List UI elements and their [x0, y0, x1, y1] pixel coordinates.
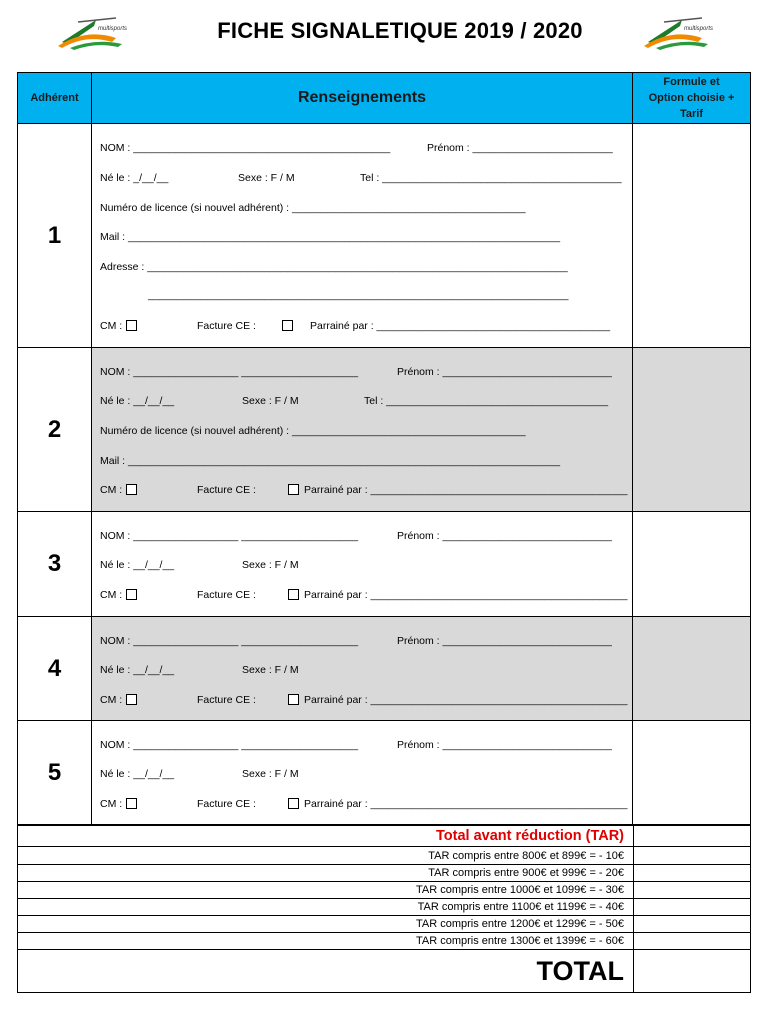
member-block-1: [17, 124, 751, 348]
reduction-label: TAR compris entre 800€ et 899€ = - 10€: [428, 849, 624, 862]
cm-label: CM :: [100, 589, 123, 601]
prenom-field[interactable]: Prénom : ________________________: [427, 142, 613, 154]
page-header: [0, 0, 770, 72]
header-formule-line: Formule et: [663, 76, 720, 88]
tel-field[interactable]: Tel : _________________________________________: [360, 172, 622, 184]
formule-cell[interactable]: [633, 512, 750, 616]
nom-field[interactable]: NOM : __________________ ____________________: [100, 739, 359, 751]
column-divider: [633, 899, 634, 915]
cm-checkbox[interactable]: [126, 484, 137, 495]
header-formule: [633, 73, 750, 123]
sexe-field[interactable]: Sexe : F / M: [242, 559, 299, 571]
reduction-row: [17, 847, 751, 865]
facture-ce-checkbox[interactable]: [288, 484, 299, 495]
reduction-label: TAR compris entre 900€ et 999€ = - 20€: [428, 867, 624, 879]
birthdate-field[interactable]: Né le : __/__/__: [100, 664, 175, 676]
club-logo: [56, 14, 130, 50]
sexe-field[interactable]: Sexe : F / M: [238, 172, 295, 184]
birthdate-field[interactable]: Né le : __/__/__: [100, 395, 175, 407]
member-number: 2: [18, 348, 92, 511]
sexe-field[interactable]: Sexe : F / M: [242, 395, 299, 407]
cm-field: [100, 483, 137, 497]
member-number: 4: [18, 617, 92, 720]
member-details: [92, 617, 633, 720]
column-divider: [633, 826, 634, 846]
cm-field: [100, 319, 137, 333]
cm-checkbox[interactable]: [126, 589, 137, 600]
adresse-line-2[interactable]: ________________________________________________________________________: [148, 289, 569, 301]
member-details: [92, 124, 633, 347]
formule-cell[interactable]: [633, 124, 750, 347]
column-divider: [633, 882, 634, 898]
prenom-field[interactable]: Prénom : _____________________________: [397, 366, 612, 378]
reduction-label: TAR compris entre 1200€ et 1299€ = - 50€: [415, 918, 624, 930]
cm-label: CM :: [100, 694, 123, 706]
nom-field[interactable]: NOM : ____________________________________________: [100, 142, 391, 154]
member-number: 3: [18, 512, 92, 616]
licence-field[interactable]: Numéro de licence (si nouvel adhérent) : ________________________________________: [100, 202, 526, 214]
header-formule-line: Option choisie +: [648, 92, 735, 104]
members-table: [17, 72, 751, 825]
reduction-row: [17, 865, 751, 882]
formule-cell[interactable]: [633, 721, 750, 824]
member-details: [92, 348, 633, 511]
club-logo: [642, 14, 716, 50]
cm-label: CM :: [100, 320, 123, 332]
parraine-field[interactable]: Parrainé par : ____________________________________________: [304, 798, 628, 810]
parraine-field[interactable]: Parrainé par : ____________________________________________: [304, 589, 628, 601]
facture-ce-label: Facture CE :: [197, 694, 256, 706]
cm-field: [100, 588, 137, 602]
member-number: 1: [18, 124, 92, 347]
facture-ce-checkbox[interactable]: [288, 694, 299, 705]
cm-label: CM :: [100, 798, 123, 810]
reduction-row: [17, 899, 751, 916]
cm-checkbox[interactable]: [126, 320, 137, 331]
column-divider: [633, 950, 634, 992]
svg-text:multisports: multisports: [98, 26, 128, 32]
member-block-4: [17, 617, 751, 721]
tar-label: Total avant réduction (TAR): [436, 828, 624, 844]
parraine-field[interactable]: Parrainé par : ________________________________________: [310, 320, 611, 332]
member-block-3: [17, 512, 751, 617]
column-divider: [633, 847, 634, 864]
column-divider: [633, 865, 634, 881]
header-renseignements: Renseignements: [92, 73, 633, 123]
reduction-row: [17, 916, 751, 933]
facture-ce-label: Facture CE :: [197, 798, 256, 810]
nom-field[interactable]: NOM : __________________ ____________________: [100, 530, 359, 542]
mail-field[interactable]: Mail : __________________________________________________________________________: [100, 231, 561, 243]
header-formule-line: Tarif: [679, 108, 704, 120]
total-row: [17, 950, 751, 993]
mail-field[interactable]: Mail : __________________________________________________________________________: [100, 455, 561, 467]
birthdate-field[interactable]: Né le : __/__/__: [100, 768, 175, 780]
adresse-field[interactable]: Adresse : ________________________________________________________________________: [100, 261, 568, 273]
reduction-label: TAR compris entre 1000€ et 1099€ = - 30€: [415, 884, 624, 896]
prenom-field[interactable]: Prénom : _____________________________: [397, 635, 612, 647]
cm-field: [100, 693, 137, 707]
reduction-row: [17, 882, 751, 899]
facture-ce-checkbox[interactable]: [288, 798, 299, 809]
header-adherent: Adhérent: [18, 73, 92, 123]
member-block-5: [17, 721, 751, 825]
parraine-field[interactable]: Parrainé par : ____________________________________________: [304, 484, 628, 496]
licence-field[interactable]: Numéro de licence (si nouvel adhérent) : ________________________________________: [100, 425, 526, 437]
cm-checkbox[interactable]: [126, 798, 137, 809]
parraine-field[interactable]: Parrainé par : ____________________________________________: [304, 694, 628, 706]
nom-field[interactable]: NOM : __________________ ____________________: [100, 635, 359, 647]
column-divider: [633, 933, 634, 949]
facture-ce-checkbox[interactable]: [288, 589, 299, 600]
page-title: FICHE SIGNALETIQUE 2019 / 2020: [217, 18, 583, 43]
birthdate-field[interactable]: Né le : __/__/__: [100, 559, 175, 571]
tel-field[interactable]: Tel : ______________________________________: [364, 395, 609, 407]
reduction-label: TAR compris entre 1300€ et 1399€ = - 60€: [415, 935, 624, 947]
table-header: [17, 72, 751, 124]
member-block-2: [17, 348, 751, 512]
svg-text:multisports: multisports: [684, 26, 714, 32]
cm-checkbox[interactable]: [126, 694, 137, 705]
member-number: 5: [18, 721, 92, 824]
member-details: [92, 512, 633, 616]
member-details: [92, 721, 633, 824]
tar-row: [17, 825, 751, 847]
sexe-field[interactable]: Sexe : F / M: [242, 768, 299, 780]
reduction-row: [17, 933, 751, 950]
facture-ce-label: Facture CE :: [197, 484, 256, 496]
facture-ce-checkbox[interactable]: [282, 320, 293, 331]
prenom-field[interactable]: Prénom : _____________________________: [397, 739, 612, 751]
prenom-field[interactable]: Prénom : _____________________________: [397, 530, 612, 542]
sexe-field[interactable]: Sexe : F / M: [242, 664, 299, 676]
formule-cell[interactable]: [633, 617, 750, 720]
facture-ce-label: Facture CE :: [197, 589, 256, 601]
nom-field[interactable]: NOM : __________________ ____________________: [100, 366, 359, 378]
reduction-label: TAR compris entre 1100€ et 1199€ = - 40€: [417, 901, 624, 913]
cm-label: CM :: [100, 484, 123, 496]
cm-field: [100, 797, 137, 811]
formule-cell[interactable]: [633, 348, 750, 511]
birthdate-field[interactable]: Né le : _/__/__: [100, 172, 169, 184]
facture-ce-label: Facture CE :: [197, 320, 256, 332]
column-divider: [633, 916, 634, 932]
total-label: TOTAL: [536, 955, 624, 986]
